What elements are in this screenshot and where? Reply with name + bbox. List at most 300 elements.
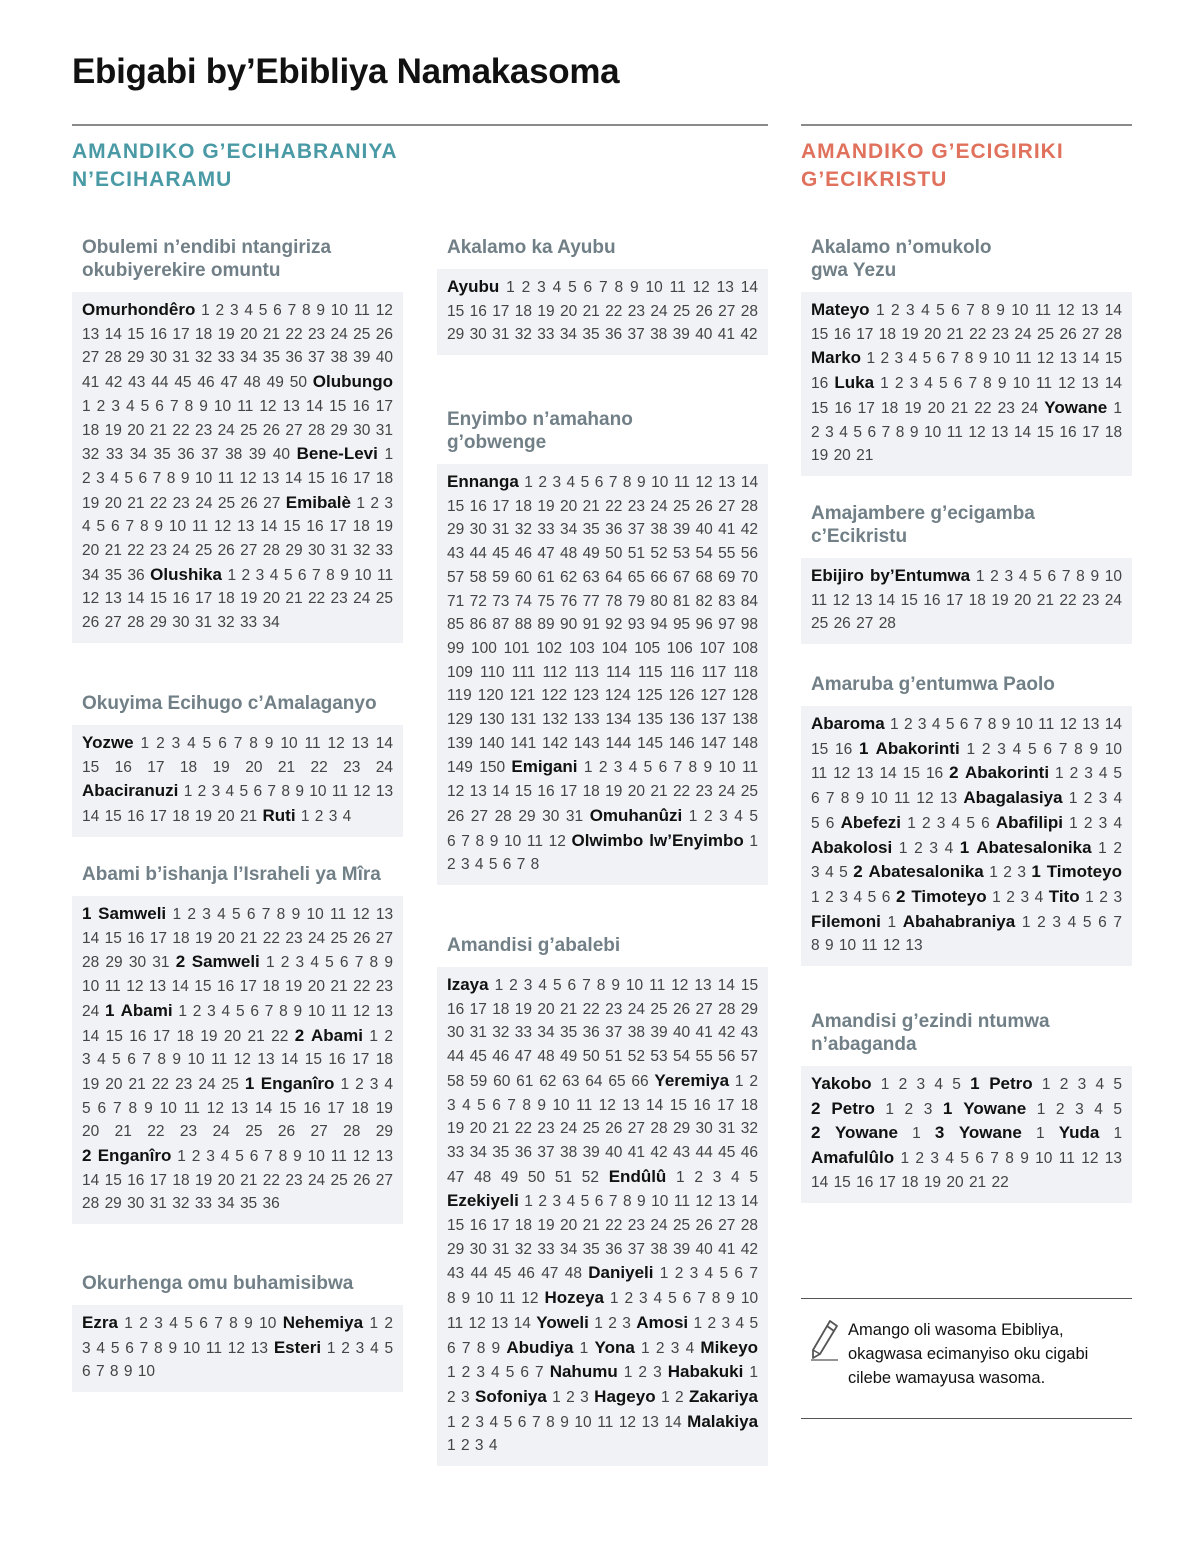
chapter-number[interactable]: 20 [262, 590, 280, 608]
chapter-number[interactable]: 16 [1059, 423, 1077, 441]
chapter-number[interactable]: 32 [172, 1195, 190, 1213]
chapter-number[interactable]: 39 [353, 349, 371, 367]
chapter-number[interactable]: 11 [894, 790, 911, 808]
chapter-number[interactable]: 53 [672, 545, 691, 563]
chapter-number[interactable]: 28 [494, 807, 512, 825]
chapter-number[interactable]: 39 [650, 1024, 668, 1042]
chapter-number[interactable]: 15 [447, 1217, 465, 1235]
chapter-number[interactable]: 47 [514, 1048, 533, 1066]
chapter-number[interactable]: 31 [565, 807, 584, 825]
chapter-number[interactable]: 7 [990, 1150, 999, 1168]
chapter-number[interactable]: 12 [353, 783, 371, 801]
chapter-number[interactable]: 5 [580, 474, 590, 491]
chapter-number[interactable]: 50 [289, 374, 307, 392]
chapter-number[interactable]: 14 [82, 1027, 100, 1045]
chapter-number[interactable]: 15 [811, 325, 829, 343]
chapter-number[interactable]: 14 [879, 765, 897, 783]
chapter-number[interactable]: 17 [492, 497, 510, 515]
chapter-number[interactable]: 2 [96, 397, 106, 415]
chapter-number[interactable]: 13 [262, 469, 280, 487]
chapter-number[interactable]: 30 [695, 1120, 713, 1138]
chapter-number[interactable]: 3 [171, 735, 181, 752]
chapter-number[interactable]: 8 [840, 790, 850, 808]
chapter-number[interactable]: 21 [1036, 591, 1054, 609]
chapter-number[interactable]: 4 [566, 1193, 576, 1211]
chapter-number[interactable]: 4 [97, 1051, 106, 1069]
chapter-number[interactable]: 15 [811, 740, 829, 758]
chapter-number[interactable]: 7 [1058, 740, 1068, 758]
chapter-number[interactable]: 7 [125, 518, 135, 536]
chapter-number[interactable]: 23 [285, 929, 303, 947]
chapter-number[interactable]: 20 [559, 497, 578, 515]
chapter-number[interactable]: 9 [264, 735, 274, 752]
chapter-number[interactable]: 15 [307, 469, 325, 487]
chapter-number[interactable]: 40 [605, 1143, 623, 1161]
chapter-number[interactable]: 29 [447, 521, 465, 539]
chapter-number[interactable]: 26 [695, 1217, 713, 1235]
chapter-number[interactable]: 18 [172, 808, 190, 826]
chapter-number[interactable]: 1 [1041, 1076, 1051, 1093]
chapter-number[interactable]: 7 [516, 856, 526, 874]
chapter-number[interactable]: 4 [310, 954, 319, 972]
chapter-number[interactable]: 6 [82, 1363, 91, 1381]
chapter-number[interactable]: 4 [110, 469, 119, 487]
chapter-number[interactable]: 4 [225, 783, 235, 801]
chapter-number[interactable]: 10 [1104, 740, 1123, 758]
chapter-number[interactable]: 7 [531, 1413, 541, 1431]
chapter-number[interactable]: 122 [541, 687, 568, 705]
chapter-number[interactable]: 46 [740, 1143, 758, 1161]
chapter-number[interactable]: 15 [900, 591, 918, 609]
chapter-number[interactable]: 9 [340, 566, 349, 584]
chapter-number[interactable]: 2 [624, 1290, 634, 1308]
chapter-number[interactable]: 145 [637, 734, 663, 752]
chapter-number[interactable]: 115 [637, 663, 663, 681]
chapter-number[interactable]: 21 [559, 1000, 578, 1018]
chapter-number[interactable]: 14 [740, 279, 759, 296]
chapter-number[interactable]: 9 [1001, 716, 1011, 733]
chapter-number[interactable]: 18 [375, 469, 394, 487]
chapter-number[interactable]: 83 [718, 592, 736, 610]
chapter-number[interactable]: 23 [627, 302, 645, 320]
chapter-number[interactable]: 89 [537, 616, 555, 634]
chapter-number[interactable]: 94 [650, 616, 668, 634]
chapter-number[interactable]: 7 [139, 1339, 149, 1357]
chapter-number[interactable]: 2 [187, 906, 196, 923]
chapter-number[interactable]: 25 [330, 929, 348, 947]
chapter-number[interactable]: 2 [894, 375, 904, 393]
chapter-number[interactable]: 4 [489, 1413, 499, 1431]
chapter-number[interactable]: 1 [447, 1413, 456, 1431]
chapter-number[interactable]: 23 [343, 758, 361, 776]
chapter-number[interactable]: 8 [964, 350, 974, 368]
chapter-number[interactable]: 3 [1017, 864, 1026, 882]
chapter-number[interactable]: 35 [262, 349, 280, 367]
chapter-number[interactable]: 5 [580, 1193, 590, 1211]
chapter-number[interactable]: 16 [127, 808, 145, 826]
chapter-number[interactable]: 6 [297, 566, 307, 584]
chapter-number[interactable]: 11 [104, 978, 121, 996]
chapter-number[interactable]: 2 [241, 566, 251, 584]
chapter-number[interactable]: 7 [968, 375, 978, 393]
chapter-number[interactable]: 9 [1020, 1150, 1029, 1168]
chapter-number[interactable]: 3 [1020, 888, 1030, 906]
chapter-number[interactable]: 9 [489, 832, 499, 850]
chapter-number[interactable]: 37 [627, 1240, 645, 1258]
chapter-number[interactable]: 48 [537, 1048, 555, 1066]
chapter-number[interactable]: 24 [330, 325, 348, 343]
chapter-number[interactable]: 48 [473, 1168, 492, 1186]
chapter-number[interactable]: 97 [718, 616, 736, 634]
chapter-number[interactable]: 18 [514, 1217, 533, 1235]
chapter-number[interactable]: 15 [329, 397, 347, 415]
chapter-number[interactable]: 3 [930, 1150, 940, 1168]
chapter-number[interactable]: 20 [1014, 591, 1032, 609]
chapter-number[interactable]: 19 [537, 302, 555, 320]
chapter-number[interactable]: 20 [833, 447, 851, 465]
chapter-number[interactable]: 23 [997, 399, 1015, 417]
chapter-number[interactable]: 2 [460, 1437, 470, 1455]
chapter-number[interactable]: 4 [221, 1002, 231, 1020]
chapter-number[interactable]: 5 [477, 1096, 486, 1114]
chapter-number[interactable]: 17 [857, 399, 875, 417]
chapter-number[interactable]: 3 [613, 759, 623, 777]
chapter-number[interactable]: 17 [945, 591, 964, 609]
chapter-number[interactable]: 33 [537, 326, 555, 344]
chapter-number[interactable]: 17 [329, 518, 347, 536]
chapter-number[interactable]: 2 [1055, 1100, 1065, 1118]
chapter-number[interactable]: 9 [824, 937, 834, 955]
chapter-number[interactable]: 4 [934, 1076, 943, 1093]
chapter-number[interactable]: 1 [369, 1315, 379, 1332]
chapter-number[interactable]: 16 [127, 929, 145, 947]
chapter-number[interactable]: 10 [159, 1099, 177, 1117]
chapter-number[interactable]: 50 [582, 1048, 600, 1066]
chapter-number[interactable]: 20 [559, 1217, 578, 1235]
chapter-number[interactable]: 54 [672, 1048, 691, 1066]
chapter-number[interactable]: 36 [605, 1240, 623, 1258]
chapter-number[interactable]: 3 [255, 566, 265, 584]
chapter-number[interactable]: 14 [82, 808, 100, 826]
chapter-number[interactable]: 19 [375, 518, 393, 536]
chapter-number[interactable]: 47 [541, 1265, 559, 1283]
chapter-number[interactable]: 26 [695, 497, 713, 515]
chapter-number[interactable]: 119 [447, 687, 472, 705]
chapter-number[interactable]: 27 [375, 1171, 393, 1189]
chapter-number[interactable]: 3 [936, 814, 946, 832]
chapter-number[interactable]: 9 [560, 1413, 569, 1431]
chapter-number[interactable]: 6 [250, 1002, 259, 1020]
chapter-number[interactable]: 2 [598, 759, 608, 777]
chapter-number[interactable]: 9 [172, 1051, 181, 1069]
chapter-number[interactable]: 2 [384, 1315, 394, 1332]
chapter-number[interactable]: 12 [882, 937, 901, 955]
chapter-number[interactable]: 8 [157, 1051, 166, 1069]
chapter-number[interactable]: 24 [353, 590, 371, 608]
chapter-number[interactable]: 20 [927, 399, 945, 417]
chapter-number[interactable]: 36 [582, 1024, 600, 1042]
chapter-number[interactable]: 42 [740, 521, 758, 539]
chapter-number[interactable]: 10 [306, 906, 324, 923]
chapter-number[interactable]: 19 [212, 758, 230, 776]
chapter-number[interactable]: 57 [447, 568, 465, 586]
chapter-number[interactable]: 21 [104, 542, 122, 560]
chapter-number[interactable]: 2 [898, 1076, 908, 1093]
chapter-number[interactable]: 5 [235, 1002, 245, 1020]
chapter-number[interactable]: 3 [1113, 888, 1123, 906]
chapter-number[interactable]: 6 [199, 1315, 208, 1332]
chapter-number[interactable]: 5 [184, 1315, 193, 1332]
chapter-number[interactable]: 7 [287, 302, 297, 319]
chapter-number[interactable]: 31 [469, 1024, 487, 1042]
chapter-number[interactable]: 6 [447, 832, 456, 850]
chapter-number[interactable]: 22 [605, 1217, 623, 1235]
chapter-number[interactable]: 35 [559, 1024, 578, 1042]
chapter-number[interactable]: 132 [542, 711, 568, 729]
chapter-number[interactable]: 2 [749, 1072, 758, 1090]
chapter-number[interactable]: 1 [912, 1125, 921, 1143]
chapter-number[interactable]: 38 [650, 521, 668, 539]
chapter-number[interactable]: 13 [1081, 375, 1099, 393]
chapter-number[interactable]: 1 [300, 808, 310, 826]
chapter-number[interactable]: 116 [669, 663, 695, 681]
chapter-number[interactable]: 2 [811, 423, 820, 441]
chapter-number[interactable]: 11 [742, 759, 759, 777]
chapter-number[interactable]: 13 [375, 1148, 394, 1166]
chapter-number[interactable]: 16 [856, 1173, 874, 1191]
chapter-number[interactable]: 32 [194, 349, 213, 367]
chapter-number[interactable]: 118 [733, 663, 759, 681]
chapter-number[interactable]: 13 [855, 591, 873, 609]
chapter-number[interactable]: 45 [174, 374, 192, 392]
chapter-number[interactable]: 10 [625, 977, 644, 994]
chapter-number[interactable]: 93 [627, 616, 645, 634]
chapter-number[interactable]: 12 [548, 832, 566, 850]
chapter-number[interactable]: 12 [352, 906, 370, 923]
chapter-number[interactable]: 44 [470, 1265, 488, 1283]
chapter-number[interactable]: 46 [517, 1265, 535, 1283]
chapter-number[interactable]: 4 [566, 474, 576, 491]
chapter-number[interactable]: 14 [1013, 423, 1032, 441]
chapter-number[interactable]: 130 [478, 711, 505, 729]
chapter-number[interactable]: 7 [881, 423, 891, 441]
chapter-number[interactable]: 13 [469, 783, 487, 801]
chapter-number[interactable]: 1 [1113, 1125, 1123, 1143]
chapter-number[interactable]: 18 [968, 591, 986, 609]
chapter-number[interactable]: 13 [375, 783, 394, 801]
chapter-number[interactable]: 32 [514, 1240, 533, 1258]
chapter-number[interactable]: 29 [127, 349, 145, 367]
chapter-number[interactable]: 31 [152, 954, 170, 972]
chapter-number[interactable]: 6 [583, 279, 593, 296]
chapter-number[interactable]: 17 [172, 325, 190, 343]
chapter-number[interactable]: 4 [1094, 1100, 1103, 1118]
chapter-number[interactable]: 26 [353, 929, 371, 947]
chapter-number[interactable]: 20 [127, 421, 145, 439]
chapter-number[interactable]: 24 [82, 1002, 100, 1020]
chapter-number[interactable]: 2 [538, 1193, 548, 1211]
chapter-number[interactable]: 3 [929, 839, 938, 857]
chapter-number[interactable]: 1 [1069, 814, 1078, 832]
chapter-number[interactable]: 24 [307, 929, 326, 947]
chapter-number[interactable]: 4 [921, 302, 930, 319]
chapter-number[interactable]: 14 [513, 1314, 531, 1332]
chapter-number[interactable]: 31 [375, 421, 393, 439]
chapter-number[interactable]: 7 [966, 302, 975, 319]
chapter-number[interactable]: 7 [142, 1051, 151, 1069]
chapter-number[interactable]: 1 [201, 302, 210, 319]
chapter-number[interactable]: 4 [384, 1075, 393, 1093]
chapter-number[interactable]: 51 [554, 1168, 573, 1186]
chapter-number[interactable]: 50 [605, 545, 623, 563]
chapter-number[interactable]: 85 [447, 616, 465, 634]
chapter-number[interactable]: 47 [220, 374, 238, 392]
chapter-number[interactable]: 8 [546, 1413, 555, 1431]
chapter-number[interactable]: 39 [582, 1143, 600, 1161]
chapter-number[interactable]: 18 [351, 1099, 369, 1117]
chapter-number[interactable]: 1 [989, 864, 998, 882]
chapter-number[interactable]: 13 [1104, 1150, 1123, 1168]
chapter-number[interactable]: 4 [462, 1096, 471, 1114]
chapter-number[interactable]: 22 [147, 1123, 165, 1141]
chapter-number[interactable]: 56 [740, 545, 758, 563]
chapter-number[interactable]: 15 [811, 399, 829, 417]
chapter-number[interactable]: 3 [1098, 790, 1108, 808]
chapter-number[interactable]: 5 [966, 814, 975, 832]
chapter-number[interactable]: 38 [650, 326, 668, 344]
chapter-number[interactable]: 20 [223, 1027, 242, 1045]
chapter-number[interactable]: 2 [191, 1148, 201, 1166]
chapter-number[interactable]: 11 [1035, 375, 1053, 393]
chapter-number[interactable]: 8 [522, 1096, 531, 1114]
chapter-number[interactable]: 30 [149, 349, 168, 367]
chapter-number[interactable]: 7 [535, 1364, 544, 1382]
chapter-number[interactable]: 19 [194, 929, 213, 947]
chapter-number[interactable]: 5 [82, 1099, 91, 1117]
chapter-number[interactable]: 9 [637, 1193, 646, 1211]
chapter-number[interactable]: 4 [908, 350, 918, 368]
chapter-number[interactable]: 19 [537, 497, 555, 515]
chapter-number[interactable]: 41 [82, 374, 100, 392]
chapter-number[interactable]: 3 [154, 1315, 163, 1332]
chapter-number[interactable]: 1 [227, 566, 237, 584]
chapter-number[interactable]: 6 [825, 814, 835, 832]
chapter-number[interactable]: 6 [1047, 568, 1057, 585]
chapter-number[interactable]: 10 [195, 469, 213, 487]
chapter-number[interactable]: 21 [582, 302, 600, 320]
chapter-number[interactable]: 3 [1052, 913, 1061, 931]
chapter-number[interactable]: 87 [492, 616, 510, 634]
chapter-number[interactable]: 3 [1084, 765, 1093, 783]
chapter-number[interactable]: 30 [542, 807, 560, 825]
chapter-number[interactable]: 2 [82, 469, 91, 487]
chapter-number[interactable]: 10 [354, 566, 372, 584]
chapter-number[interactable]: 32 [353, 542, 371, 560]
chapter-number[interactable]: 20 [104, 494, 122, 512]
chapter-number[interactable]: 19 [217, 325, 235, 343]
chapter-number[interactable]: 17 [152, 1027, 171, 1045]
chapter-number[interactable]: 13 [1059, 350, 1077, 368]
chapter-number[interactable]: 9 [461, 1290, 471, 1308]
chapter-number[interactable]: 20 [240, 325, 258, 343]
chapter-number[interactable]: 30 [469, 1240, 487, 1258]
chapter-number[interactable]: 37 [307, 349, 326, 367]
chapter-number[interactable]: 38 [627, 1024, 645, 1042]
chapter-number[interactable]: 1 [898, 839, 908, 857]
chapter-number[interactable]: 20 [307, 978, 325, 996]
chapter-number[interactable]: 24 [307, 1171, 326, 1189]
chapter-number[interactable]: 7 [354, 954, 364, 972]
chapter-number[interactable]: 9 [703, 759, 713, 777]
chapter-number[interactable]: 6 [110, 518, 120, 536]
chapter-number[interactable]: 9 [291, 906, 301, 923]
chapter-number[interactable]: 14 [1104, 375, 1123, 393]
chapter-number[interactable]: 11 [597, 1413, 614, 1431]
chapter-number[interactable]: 8 [279, 1002, 288, 1020]
chapter-number[interactable]: 18 [179, 758, 198, 776]
chapter-number[interactable]: 8 [981, 302, 990, 319]
chapter-number[interactable]: 6 [447, 1339, 456, 1357]
chapter-number[interactable]: 5 [1113, 1076, 1123, 1093]
chapter-number[interactable]: 3 [523, 977, 533, 994]
chapter-number[interactable]: 4 [825, 864, 834, 882]
chapter-number[interactable]: 1 [660, 1388, 670, 1406]
chapter-number[interactable]: 11 [237, 397, 254, 415]
chapter-number[interactable]: 5 [839, 864, 848, 882]
chapter-number[interactable]: 21 [247, 1027, 265, 1045]
chapter-number[interactable]: 4 [1113, 814, 1123, 832]
chapter-number[interactable]: 3 [475, 1413, 484, 1431]
chapter-number[interactable]: 5 [110, 1339, 120, 1357]
chapter-number[interactable]: 6 [594, 474, 604, 491]
chapter-number[interactable]: 2 [1059, 1076, 1069, 1093]
chapter-number[interactable]: 6 [155, 397, 164, 415]
chapter-number[interactable]: 1 [340, 1075, 350, 1093]
chapter-number[interactable]: 72 [469, 592, 487, 610]
chapter-number[interactable]: 3 [461, 1388, 470, 1406]
chapter-number[interactable]: 13 [641, 1413, 659, 1431]
chapter-number[interactable]: 11 [1058, 1150, 1075, 1168]
chapter-number[interactable]: 25 [672, 302, 691, 320]
chapter-number[interactable]: 46 [514, 545, 533, 563]
chapter-number[interactable]: 27 [240, 542, 258, 560]
chapter-number[interactable]: 16 [925, 765, 944, 783]
chapter-number[interactable]: 29 [104, 1195, 122, 1213]
chapter-number[interactable]: 9 [997, 375, 1007, 393]
chapter-number[interactable]: 3 [622, 1314, 631, 1332]
chapter-number[interactable]: 24 [650, 1217, 668, 1235]
chapter-number[interactable]: 3 [689, 1265, 699, 1283]
chapter-number[interactable]: 41 [627, 1143, 645, 1161]
chapter-number[interactable]: 12 [521, 1290, 539, 1308]
chapter-number[interactable]: 28 [740, 497, 758, 515]
chapter-number[interactable]: 9 [123, 1363, 133, 1381]
chapter-number[interactable]: 3 [476, 1364, 485, 1382]
chapter-number[interactable]: 4 [924, 375, 933, 393]
chapter-number[interactable]: 40 [272, 446, 290, 464]
chapter-number[interactable]: 10 [259, 1315, 277, 1332]
chapter-number[interactable]: 1 [734, 1072, 744, 1090]
chapter-number[interactable]: 12 [375, 302, 393, 319]
chapter-number[interactable]: 15 [304, 1051, 322, 1069]
chapter-number[interactable]: 111 [511, 663, 536, 681]
chapter-number[interactable]: 14 [1104, 716, 1122, 733]
chapter-number[interactable]: 16 [834, 399, 852, 417]
chapter-number[interactable]: 8 [711, 1290, 721, 1308]
chapter-number[interactable]: 25 [221, 1075, 239, 1093]
chapter-number[interactable]: 29 [375, 1123, 394, 1141]
chapter-number[interactable]: 13 [694, 977, 712, 994]
